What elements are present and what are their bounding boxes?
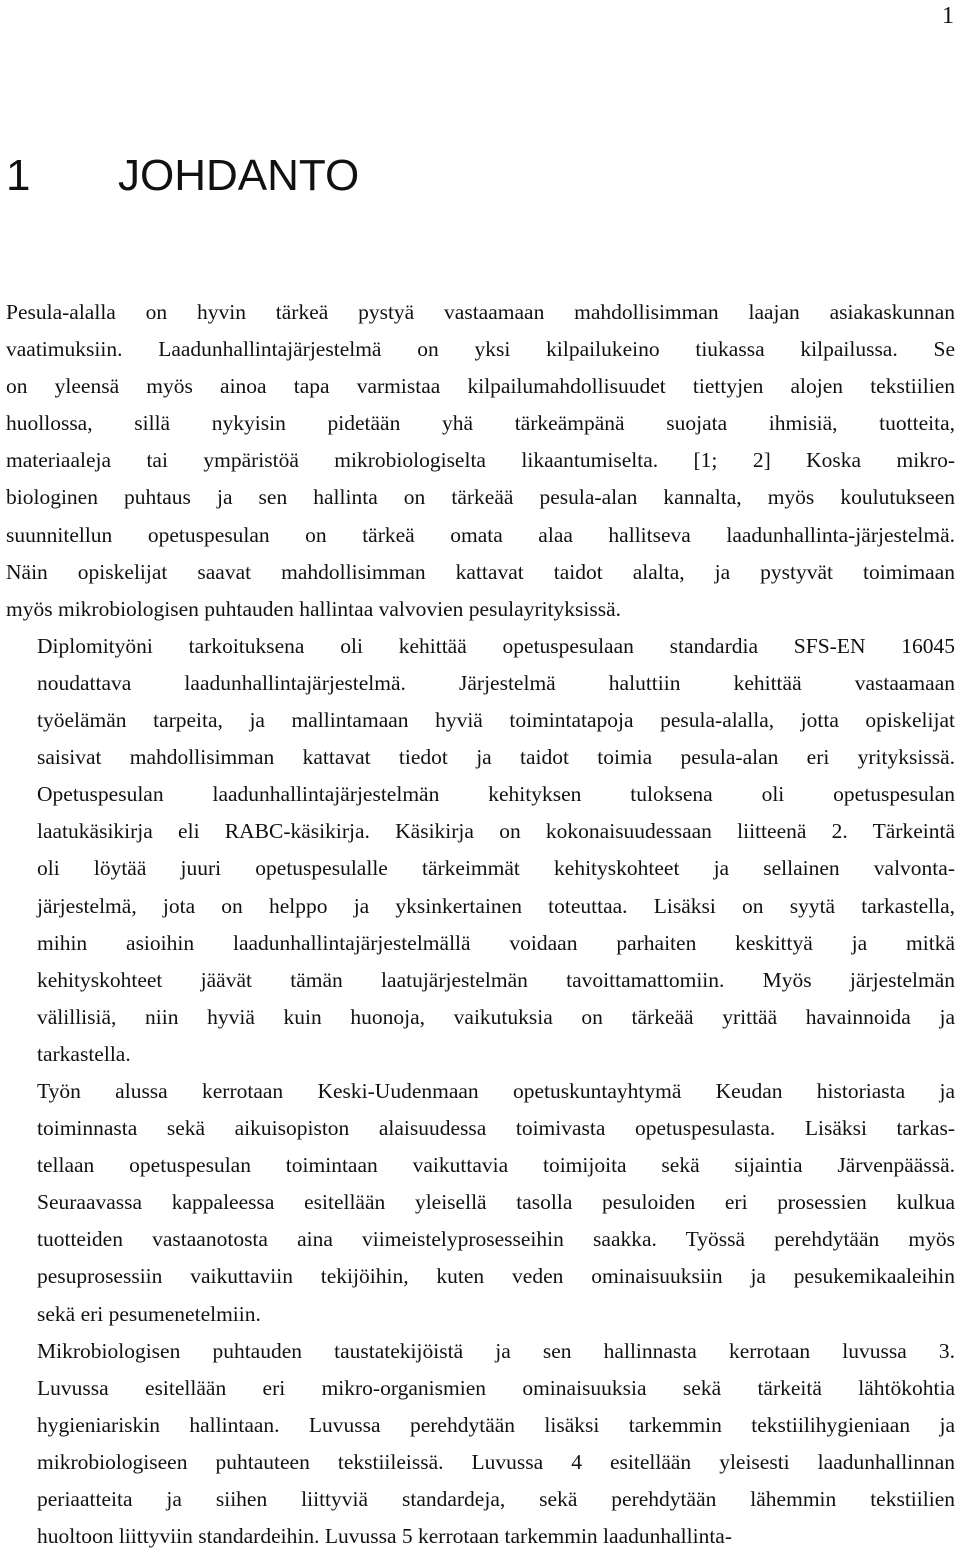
chapter-number: 1 xyxy=(6,151,31,200)
text-line: vaatimuksiin. Laadunhallintajärjestelmä on yksi kilpailukeino tiukassa kilpailussa. Se xyxy=(6,337,955,362)
text-line: sekä eri pesumenetelmiin. xyxy=(37,1301,261,1326)
text-line: mikrobiologiseen puhtauteen tekstiileissä. Luvussa 4 esitellään yleisesti laadunhallinnan xyxy=(37,1449,955,1474)
text-line: hygieniariskin hallintaan. Luvussa perehdytään lisäksi tarkemmin tekstiilihygieniaan ja xyxy=(37,1412,955,1437)
text-line: tarkastella. xyxy=(37,1041,131,1066)
text-line: myös mikrobiologisen puhtauden hallintaa valvovien pesulayrityksissä. xyxy=(6,596,622,621)
chapter-title: JOHDANTO xyxy=(118,151,360,200)
paragraph xyxy=(6,294,955,628)
text-line: kehityskohteet jäävät tämän laatujärjestelmän tavoittamattomiin. Myös järjestelmän xyxy=(37,967,955,992)
text-line: saisivat mahdollisimman kattavat tiedot ja taidot toimia pesula-alan eri yrityksissä. xyxy=(37,745,955,770)
text-line: on yleensä myös ainoa tapa varmistaa kilpailumahdollisuudet tiettyjen alojen tekstiilien xyxy=(6,374,955,399)
text-line: Työn alussa kerrotaan Keski-Uudenmaan opetuskuntayhtymä Keudan historiasta ja xyxy=(37,1078,955,1103)
text-line: huollossa, sillä nykyisin pidetään yhä tärkeämpänä suojata ihmisiä, tuotteita, xyxy=(6,411,955,436)
text-line: järjestelmä, jota on helppo ja yksinkertainen toteuttaa. Lisäksi on syytä tarkastella, xyxy=(37,893,955,918)
page-number: 1 xyxy=(942,3,954,29)
text-line: materiaaleja tai ympäristöä mikrobiologiselta likaantumiselta. [1; 2] Koska mikro- xyxy=(6,448,955,473)
chapter-heading xyxy=(6,150,359,202)
text-line: Näin opiskelijat saavat mahdollisimman kattavat taidot alalta, ja pystyvät toimimaan xyxy=(6,559,955,584)
text-line: työelämän tarpeita, ja mallintamaan hyviä toimintatapoja pesula-alalla, jotta opiskelijat xyxy=(37,708,955,733)
text-line: mihin asioihin laadunhallintajärjestelmällä voidaan parhaiten keskittyä ja mitkä xyxy=(37,930,955,955)
body-text xyxy=(6,294,955,1555)
paragraph xyxy=(6,1073,955,1333)
text-line: noudattava laadunhallintajärjestelmä. Järjestelmä haluttiin kehittää vastaamaan xyxy=(37,670,955,695)
text-line: periaatteita ja siihen liittyviä standardeja, sekä perehdytään lähemmin tekstiilien xyxy=(37,1487,955,1511)
text-line: välillisiä, niin hyviä kuin huonoja, vaikutuksia on tärkeää yrittää havainnoida ja xyxy=(37,1004,955,1029)
text-line: Mikrobiologisen puhtauden taustatekijöistä ja sen hallinnasta kerrotaan luvussa 3. xyxy=(37,1338,955,1363)
text-line: Opetuspesulan laadunhallintajärjestelmän kehityksen tuloksena oli opetuspesulan xyxy=(37,782,955,807)
paragraph xyxy=(6,628,955,1073)
text-line: toiminnasta sekä aikuisopiston alaisuudessa toimivasta opetuspesulasta. Lisäksi tarkas- xyxy=(37,1116,955,1141)
text-line: tellaan opetuspesulan toimintaan vaikuttavia toimijoita sekä sijaintia Järvenpäässä. xyxy=(37,1153,955,1178)
text-line: Seuraavassa kappaleessa esitellään yleisellä tasolla pesuloiden eri prosessien kulkua xyxy=(37,1190,955,1215)
text-line: biologinen puhtaus ja sen hallinta on tärkeää pesula-alan kannalta, myös koulutukseen xyxy=(6,485,955,510)
text-line: laatukäsikirja eli RABC-käsikirja. Käsikirja on kokonaisuudessaan liitteenä 2. Tärkeintä xyxy=(37,819,955,844)
text-line: tuotteiden vastaanotosta aina viimeistelyprosesseihin saakka. Työssä perehdytään myös xyxy=(37,1227,955,1252)
text-line: huoltoon liittyviin standardeihin. Luvussa 5 kerrotaan tarkemmin laadunhallinta- xyxy=(37,1524,733,1549)
paragraph xyxy=(6,1333,955,1555)
text-line: pesuprosessiin vaikuttaviin tekijöihin, kuten veden ominaisuuksiin ja pesukemikaaleihin xyxy=(37,1264,955,1289)
text-line: oli löytää juuri opetuspesulalle tärkeimmät kehityskohteet ja sellainen valvonta- xyxy=(37,856,955,881)
text-line: Diplomityöni tarkoituksena oli kehittää opetuspesulaan standardia SFS-EN 16045 xyxy=(37,633,955,658)
text-line: Luvussa esitellään eri mikro-organismien ominaisuuksia sekä tärkeitä lähtökohtia xyxy=(37,1375,955,1400)
text-line: Pesula-alalla on hyvin tärkeä pystyä vastaamaan mahdollisimman laajan asiakaskunnan xyxy=(6,300,955,324)
text-line: suunnitellun opetuspesulan on tärkeä omata alaa hallitseva laadunhallinta-järjestelmä. xyxy=(6,522,955,547)
